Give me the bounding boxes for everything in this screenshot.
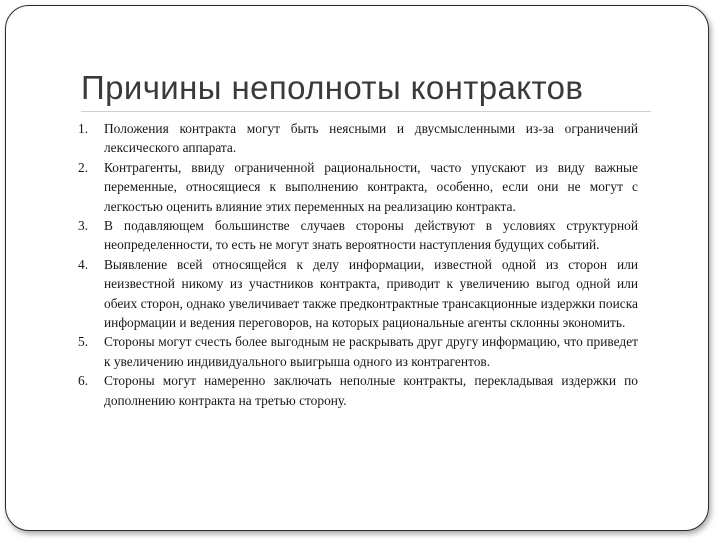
item-number: 1. xyxy=(78,121,89,136)
item-number: 6. xyxy=(78,373,89,389)
list-item xyxy=(78,255,638,333)
list-item xyxy=(78,119,638,158)
item-text: Контрагенты, ввиду ограниченной рациональности, часто упускают из виду важные переменные, относящиеся к выполнению контракта, особенно, если они не могут с легкостью оценить влияние этих переменных на реализацию контракта. xyxy=(104,159,638,214)
reasons-list xyxy=(78,119,638,410)
list-item xyxy=(78,371,638,410)
item-text: Стороны могут счесть более выгодным не раскрывать друг другу информацию, что приведет к увеличению индивидуального выигрыша одного из контрагентов. xyxy=(104,334,638,369)
item-text: Выявление всей относящейся к делу информации, известной одной из сторон или неизвестной никому из участников контракта, приводит к увеличению выгод одной или обеих сторон, однако увеличивает также предконтрактные трансакционные издержки поиска информации и ведения переговоров, на которых рациональные агенты склонны экономить. xyxy=(104,256,638,331)
list-item xyxy=(78,216,638,255)
list-item xyxy=(78,158,638,216)
item-text: Положения контракта могут быть неясными и двусмысленными из-за ограничений лексического аппарата. xyxy=(104,121,638,156)
slide-frame xyxy=(5,5,709,531)
item-number: 4. xyxy=(78,256,89,272)
item-number: 2. xyxy=(78,159,89,175)
list-item xyxy=(78,332,638,371)
scanned-text-block xyxy=(78,119,638,469)
title-divider xyxy=(81,111,651,112)
item-number: 5. xyxy=(78,334,89,350)
item-number: 3. xyxy=(78,218,89,234)
item-text: Стороны могут намеренно заключать неполные контракты, перекладывая издержки по дополнению контракта на третью сторону. xyxy=(104,373,638,408)
slide-title: Причины неполноты контрактов xyxy=(81,69,584,106)
item-text: В подавляющем большинстве случаев стороны действуют в условиях структурной неопределенности, то есть не могут знать вероятности наступления будущих событий. xyxy=(104,218,638,253)
